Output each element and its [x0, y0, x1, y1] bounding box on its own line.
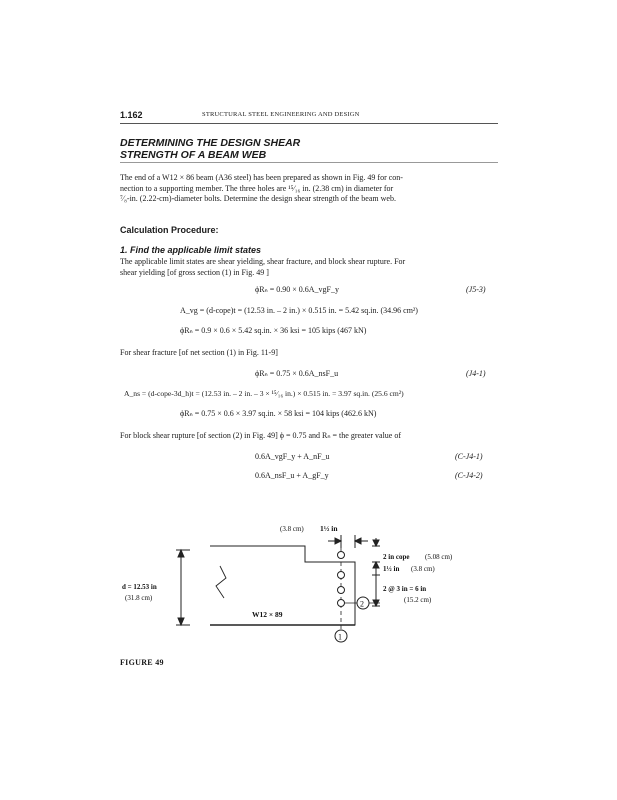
calculation-procedure-heading: Calculation Procedure:: [120, 225, 219, 235]
beam-label: W12 × 89: [252, 610, 283, 619]
equation-5: A_ns = (d-cope-3d_h)t = (12.53 in. – 2 in. – 3 × ¹⁵⁄₁₆ in.) × 0.515 in. = 3.97 sq.in. (25.6 cm²): [124, 389, 404, 398]
equation-4-number: (J4-1): [466, 369, 486, 378]
spacing-label: 2 @ 3 in = 6 in: [383, 585, 427, 593]
shear-fracture-text: For shear fracture [of net section (1) in Fig. 11-9]: [120, 348, 278, 357]
depth-arrow-top: [178, 550, 184, 557]
step1-line-2: shear yielding [of gross section (1) in Fig. 49 ]: [120, 267, 269, 277]
figure-caption: FIGURE 49: [120, 658, 164, 667]
depth-label: d = 12.53 in: [122, 583, 157, 591]
depth-metric: (31.8 cm): [125, 594, 153, 602]
equation-8-number: (C-J4-2): [455, 471, 483, 480]
edge-label: 1½ in: [383, 565, 400, 573]
intro-line-3: ⁷⁄₈-in. (2.22-cm)-diameter bolts. Determine the design shear strength of the beam web.: [120, 194, 396, 203]
bolt-hole-icon: [338, 587, 345, 594]
page-number: 1.162: [120, 110, 143, 120]
edge-metric: (3.8 cm): [411, 565, 435, 573]
equation-3: ϕRₙ = 0.9 × 0.6 × 5.42 sq.in. × 36 ksi = 105 kips (467 kN): [180, 326, 367, 335]
equation-8: 0.6A_nsF_u + A_gF_y: [255, 471, 329, 480]
equation-1: ϕRₙ = 0.90 × 0.6A_vgF_y: [255, 285, 339, 294]
block-shear-text: For block shear rupture [of section (2) in Fig. 49] ϕ = 0.75 and Rₙ = the greater value of: [120, 431, 402, 440]
top-dim-label: 1½ in: [320, 524, 338, 533]
equation-1-number: (J5-3): [466, 285, 486, 294]
bolt-hole-icon: [338, 552, 345, 559]
section-title-line2: STRENGTH OF A BEAM WEB: [120, 149, 267, 161]
intro-line-2: nection to a supporting member. The three holes are ¹⁵⁄₁₆ in. (2.38 cm) in diameter for: [120, 183, 394, 193]
equation-2: A_vg = (d-cope)t = (12.53 in. – 2 in.) × 0.515 in. = 5.42 sq.in. (34.96 cm²): [180, 306, 418, 315]
cope-metric: (5.08 cm): [425, 553, 453, 561]
step1-title: 1. Find the applicable limit states: [120, 245, 262, 255]
intro-line-1: The end of a W12 × 86 beam (A36 steel) has been prepared as shown in Fig. 49 for con-: [120, 173, 403, 182]
bolt-hole-icon: [338, 572, 345, 579]
top-dim-metric: (3.8 cm): [280, 525, 304, 533]
equation-7: 0.6A_vgF_y + A_nF_u: [255, 452, 330, 461]
equation-4: ϕRₙ = 0.75 × 0.6A_nsF_u: [255, 369, 339, 378]
section-1-label: 1: [338, 632, 342, 642]
step1-line-1: The applicable limit states are shear yielding, shear fracture, and block shear rupture. For: [120, 257, 406, 266]
spacing-metric: (15.2 cm): [404, 596, 432, 604]
equation-6: ϕRₙ = 0.75 × 0.6 × 3.97 sq.in. × 58 ksi = 104 kips (462.6 kN): [180, 409, 377, 418]
section-title-line1: DETERMINING THE DESIGN SHEAR: [120, 137, 301, 149]
cope-label: 2 in cope: [383, 553, 410, 561]
section-2-label: 2: [360, 599, 364, 609]
bolt-hole-icon: [338, 600, 345, 607]
running-title: STRUCTURAL STEEL ENGINEERING AND DESIGN: [202, 111, 360, 118]
break-symbol: [216, 566, 226, 598]
equation-7-number: (C-J4-1): [455, 452, 483, 461]
depth-arrow-bottom: [178, 618, 184, 625]
